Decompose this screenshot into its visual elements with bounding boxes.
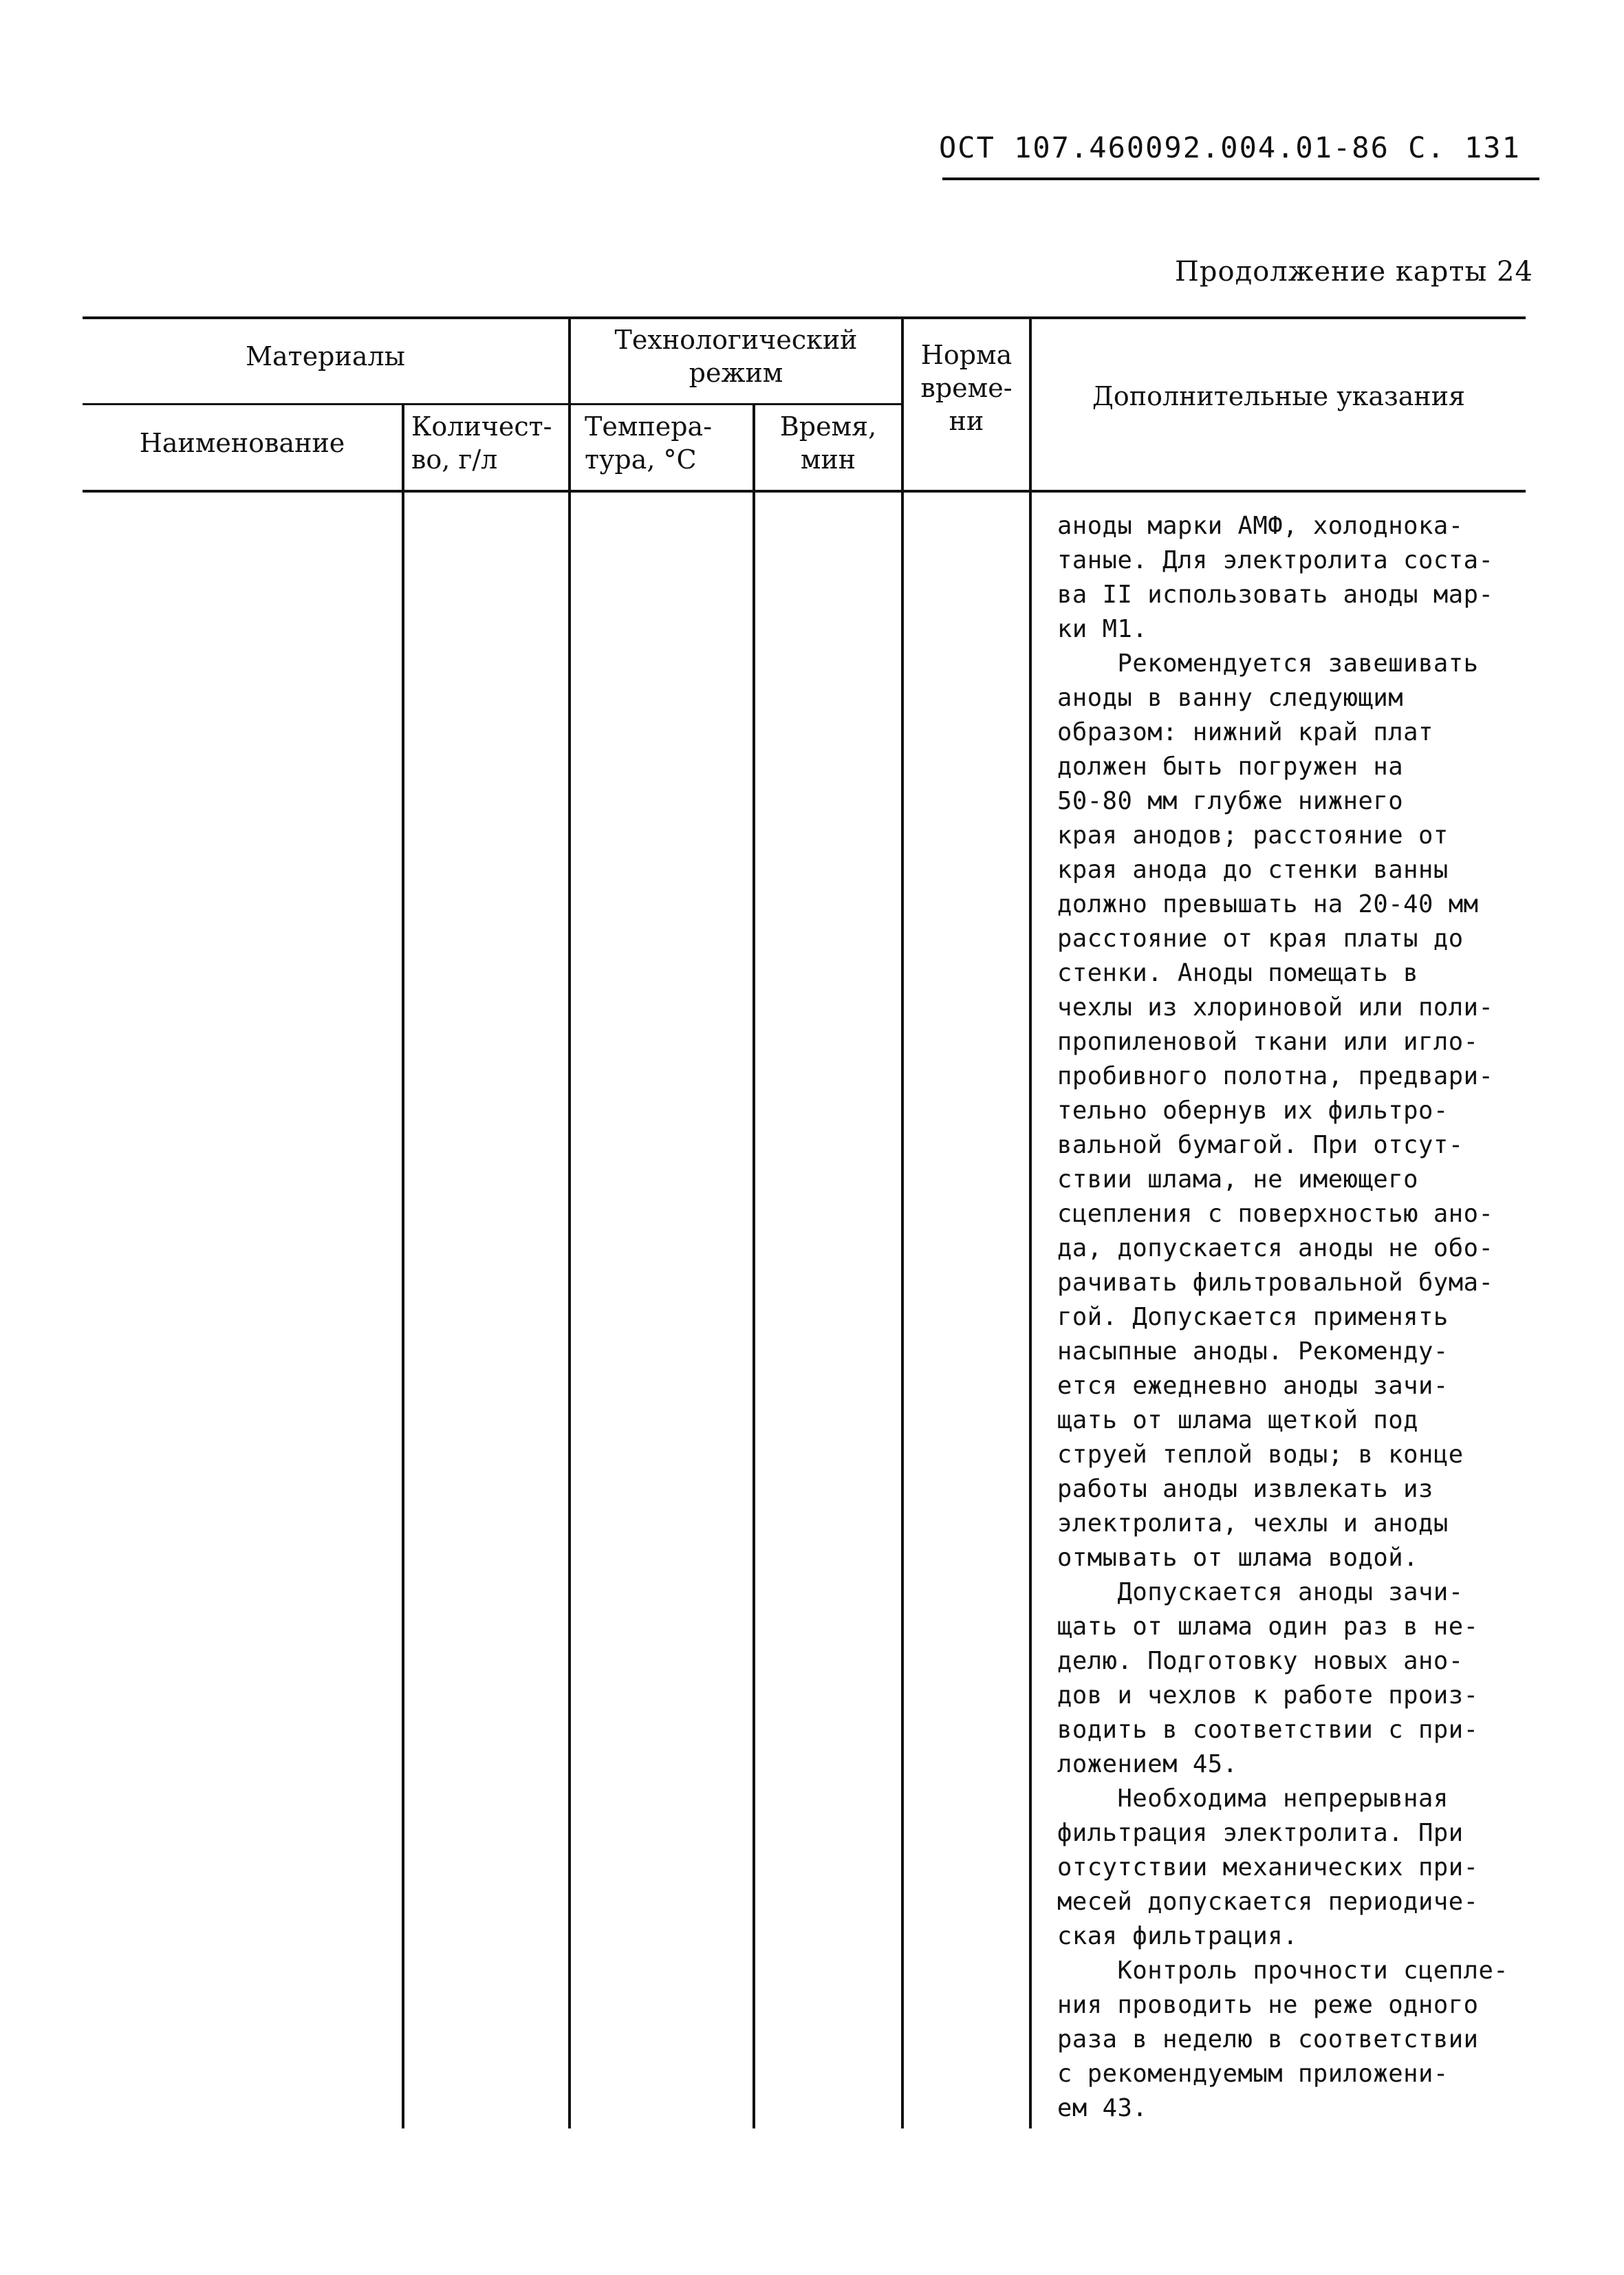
notes-line: Рекомендуется завешивать [1057, 649, 1479, 678]
notes-line: ская фильтрация. [1057, 1922, 1298, 1950]
notes-line: края анода до стенки ванны [1057, 856, 1449, 884]
header-notes: Дополнительные указания [1092, 381, 1466, 411]
notes-line: делю. Подготовку новых ано- [1057, 1647, 1464, 1675]
column-divider-5 [1029, 316, 1032, 2128]
header-technological-mode: Технологический режим [614, 325, 858, 388]
notes-line: пробивного полотна, предвари- [1057, 1062, 1494, 1090]
notes-line: Необходима непрерывная [1057, 1785, 1449, 1813]
notes-line: таные. Для электролита соста- [1057, 546, 1494, 574]
notes-line: образом: нижний край плат [1057, 718, 1433, 746]
notes-line: ем 43. [1057, 2094, 1148, 2122]
header-name: Наименование [139, 428, 345, 458]
notes-line: ва II использовать аноды мар- [1057, 581, 1494, 609]
notes-line: водить в соответствии с при- [1057, 1716, 1479, 1744]
notes-line: аноды марки АМФ, холоднока- [1057, 512, 1464, 540]
notes-line: 50-80 мм глубже нижнего [1057, 787, 1404, 815]
header-temperature: Темпера- тура, °С [585, 411, 713, 475]
notes-text [1057, 509, 1566, 2126]
notes-line: должно превышать на 20-40 мм [1057, 890, 1479, 918]
notes-line: щать от шлама щеткой под [1057, 1406, 1418, 1434]
notes-line: должен быть погружен на [1057, 753, 1404, 781]
notes-line: края анодов; расстояние от [1057, 821, 1449, 850]
notes-line: рачивать фильтровальной бума- [1057, 1269, 1494, 1297]
notes-line: гой. Допускается применять [1057, 1303, 1449, 1331]
notes-line: работы аноды извлекать из [1057, 1475, 1433, 1503]
notes-line: электролита, чехлы и аноды [1057, 1509, 1449, 1538]
column-divider-3 [753, 403, 755, 2128]
table-top-rule [83, 316, 1526, 319]
notes-line: раза в неделю в соответствии [1057, 2025, 1479, 2053]
header-bottom-rule [83, 490, 1526, 493]
notes-line: пропиленовой ткани или игло- [1057, 1028, 1479, 1056]
column-divider-1 [402, 403, 404, 2128]
column-divider-4 [901, 316, 904, 2128]
notes-line: стенки. Аноды помещать в [1057, 959, 1418, 987]
header-norm: Норма време- ни [920, 340, 1013, 436]
notes-line: Контроль прочности сцепле- [1057, 1956, 1509, 1985]
notes-line: месей допускается периодиче- [1057, 1888, 1479, 1916]
document-code: ОСТ 107.460092.004.01-86 С. 131 [939, 131, 1521, 164]
header-mid-rule [83, 403, 902, 405]
notes-line: ки М1. [1057, 615, 1148, 643]
notes-line: дов и чехлов к работе произ- [1057, 1681, 1479, 1710]
notes-line: ния проводить не реже одного [1057, 1991, 1479, 2019]
notes-line: Допускается аноды зачи- [1057, 1578, 1464, 1606]
header-underline [942, 177, 1539, 180]
header-time: Время, мин [779, 411, 877, 475]
notes-line: струей теплой воды; в конце [1057, 1441, 1464, 1469]
notes-line: сцепления с поверхностью ано- [1057, 1200, 1494, 1228]
notes-line: насыпные аноды. Рекоменду- [1057, 1337, 1449, 1366]
header-materials: Материалы [246, 341, 405, 371]
notes-line: отмывать от шлама водой. [1057, 1544, 1418, 1572]
notes-line: ется ежедневно аноды зачи- [1057, 1372, 1449, 1400]
notes-line: тельно обернув их фильтро- [1057, 1097, 1449, 1125]
notes-line: чехлы из хлориновой или поли- [1057, 993, 1494, 1022]
notes-line: отсутствии механических при- [1057, 1853, 1479, 1882]
notes-line: ложением 45. [1057, 1750, 1238, 1778]
notes-line: вальной бумагой. При отсут- [1057, 1131, 1464, 1159]
notes-line: аноды в ванну следующим [1057, 684, 1404, 712]
notes-line: расстояние от края платы до [1057, 925, 1464, 953]
notes-line: ствии шлама, не имеющего [1057, 1165, 1418, 1194]
notes-line: с рекомендуемым приложени- [1057, 2060, 1449, 2088]
notes-line: да, допускается аноды не обо- [1057, 1234, 1494, 1262]
notes-line: фильтрация электролита. При [1057, 1819, 1464, 1847]
header-quantity: Количест- во, г/л [411, 411, 552, 475]
column-divider-2 [568, 316, 571, 2128]
notes-line: щать от шлама один раз в не- [1057, 1613, 1479, 1641]
continuation-label: Продолжение карты 24 [1175, 256, 1533, 288]
